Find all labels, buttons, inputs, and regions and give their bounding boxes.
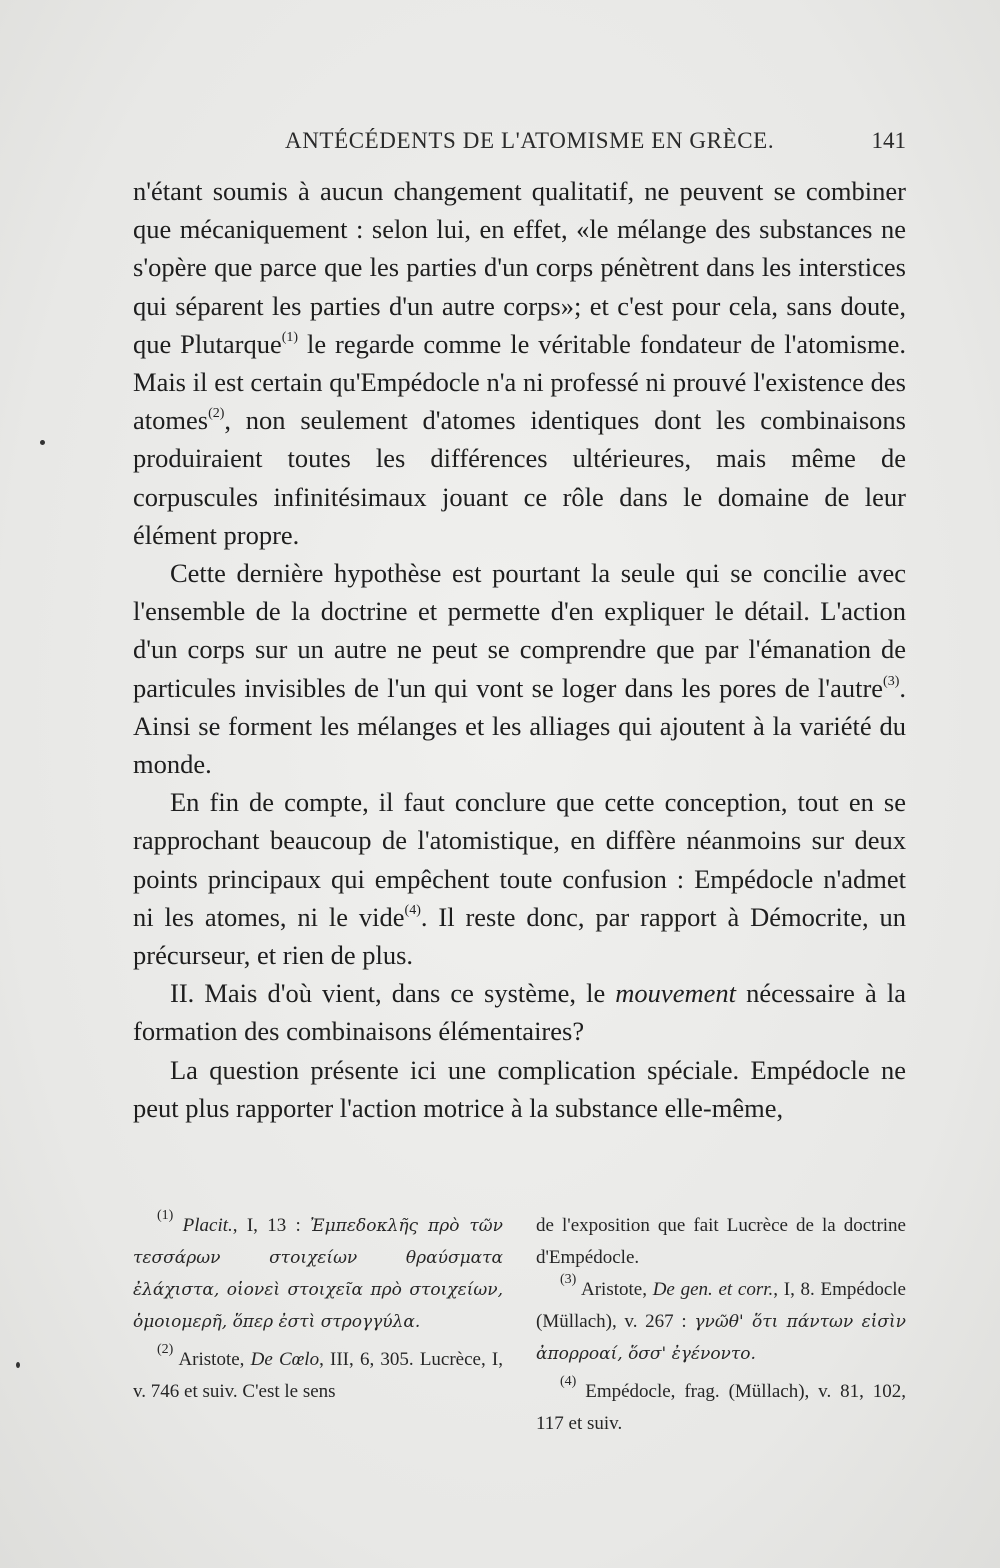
greek-quotation: γνῶθ' ὅτι πάντων εἰσὶν ἀπορροαί, ὅσσ' ἐγένοντο. <box>536 1312 906 1364</box>
text-run: En fin de compte, il faut conclure que cette conception, tout en se rapprochant beaucoup de l'atomistique, en diffère néanmoins sur deux points principaux qui empêchent toute confusion : Empédocle n'admet ni les atomes, ni le vide <box>133 787 906 932</box>
text-run: de l'exposition que fait Lucrèce de la doctrine d'Empédocle. <box>536 1215 906 1268</box>
ink-speck <box>40 440 45 445</box>
text-run: nécessaire à la formation des combinaisons élémentaires? <box>133 978 906 1047</box>
italic-text: De Cœlo <box>250 1349 320 1370</box>
main-text <box>133 172 906 1127</box>
italic-text: De gen. et corr. <box>652 1279 774 1300</box>
text-run: . Ainsi se forment les mélanges et les alliages qui ajoutent à la variété du monde. <box>133 672 906 780</box>
footnote <box>536 1376 906 1440</box>
paragraph <box>133 554 906 783</box>
paragraph <box>133 1051 906 1127</box>
paragraph <box>133 783 906 974</box>
footnotes-left-column <box>133 1210 503 1440</box>
text-run: La question présente ici une complication spéciale. Empédocle ne peut plus rapporter l'action motrice à la substance elle-même, <box>133 1054 906 1123</box>
footnote-ref: (1) <box>157 1208 174 1223</box>
text-run: Cette dernière hypothèse est pourtant la seule qui se concilie avec l'ensemble de la doctrine et permette d'en expliquer le détail. L'action d'un corps sur un autre ne peut se comprendre que par l'émanation de particules invisibles de l'un qui vont se loger dans les pores de l'autre <box>133 558 906 703</box>
footnote-ref: (2) <box>157 1342 174 1357</box>
italic-text: Placit. <box>182 1215 233 1236</box>
text-run: , non seulement d'atomes identiques dont les combinaisons produiraient toutes les différences ultérieures, mais même de corpuscules infinitésimaux jouant ce rôle dans le domaine de leur élément propre. <box>133 405 906 550</box>
footnote-ref: (3) <box>560 1272 577 1287</box>
ink-speck <box>16 1362 20 1368</box>
text-run: n'étant soumis à aucun changement qualitatif, ne peuvent se combiner que mécaniquement : selon lui, en effet, «le mélange des substances ne s'opère que parce que les parties d'un corps pénètrent dans les interstices qui séparent les parties d'un autre corps»; et c'est pour cela, sans doute, que Plutarque <box>133 176 906 359</box>
text-run: , III, 6, 305. Lucrèce, I, v. 746 et suiv. C'est le sens <box>133 1349 503 1402</box>
footnote <box>536 1210 906 1274</box>
footnote-ref: (4) <box>560 1374 577 1389</box>
footnote <box>133 1344 503 1408</box>
text-run: II. Mais d'où vient, dans ce système, le <box>170 978 616 1009</box>
footnote-ref: (2) <box>208 406 225 422</box>
text-run: Aristote, <box>173 1349 251 1370</box>
italic-text: mouvement <box>615 978 736 1009</box>
page-number: 141 <box>871 128 906 153</box>
page-header <box>133 128 906 162</box>
footnote <box>133 1210 503 1338</box>
footnote-ref: (1) <box>281 329 299 345</box>
text-run <box>173 1215 182 1236</box>
footnotes <box>133 1210 906 1440</box>
text-run: le regarde comme le véritable fondateur de l'atomisme. Mais il est certain qu'Empédocle n'a ni professé ni prouvé l'existence des atomes <box>133 328 906 436</box>
text-run: Empédocle, frag. (Müllach), v. 81, 102, 117 et suiv. <box>536 1381 906 1434</box>
paragraph <box>133 974 906 1050</box>
footnote <box>536 1274 906 1370</box>
text-run: . Il reste donc, par rapport à Démocrite, un précurseur, et rien de plus. <box>133 901 906 971</box>
paragraph <box>133 172 906 554</box>
footnote-ref: (3) <box>883 673 900 689</box>
running-head: ANTÉCÉDENTS DE L'ATOMISME EN GRÈCE. <box>285 128 775 153</box>
footnotes-right-column <box>536 1210 906 1440</box>
text-run: Aristote, <box>576 1279 653 1300</box>
text-run: , I, 8. Empédocle (Müllach), v. 267 : <box>536 1279 906 1332</box>
footnote-ref: (4) <box>404 902 421 918</box>
text-run: , I, 13 : <box>232 1215 311 1236</box>
greek-quotation: Ἐμπεδοκλῆς πρὸ τῶν τεσσάρων στοιχείων θραύσματα ἐλάχιστα, οἱονεὶ στοιχεῖα πρὸ στοιχείων, ὁμοιομερῆ, ὅπερ ἐστὶ στρογγύλα. <box>133 1216 503 1332</box>
